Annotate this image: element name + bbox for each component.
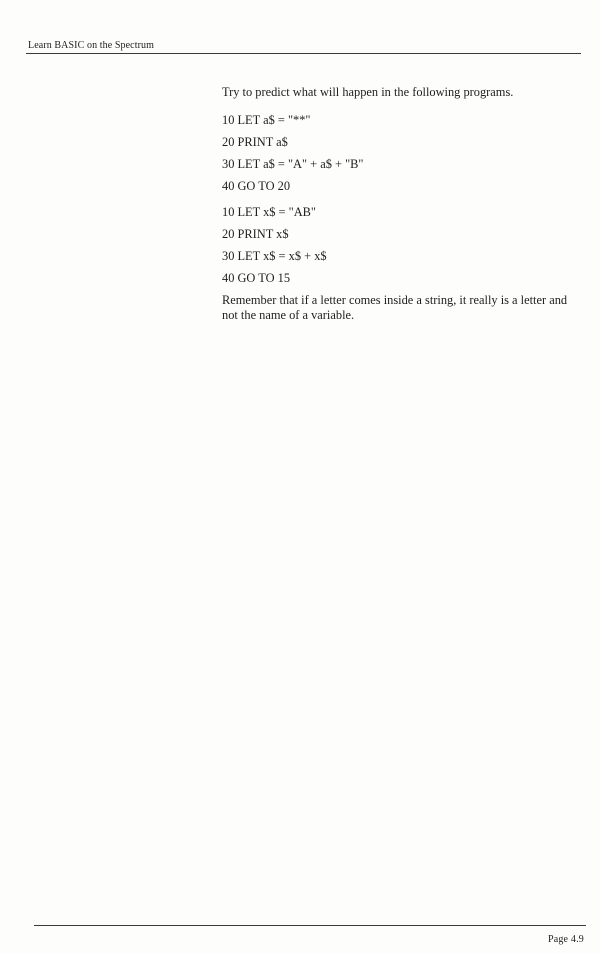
header-divider [26, 53, 581, 54]
program-listing-1 [222, 109, 584, 197]
code-line: 30 LET x$ = x$ + x$ [222, 249, 327, 263]
intro-paragraph: Try to predict what will happen in the following programs. [222, 85, 514, 99]
closing-paragraph: Remember that if a letter comes inside a string, it really is a letter and not the name of a variable. [222, 293, 568, 322]
footer-divider [34, 925, 586, 926]
code-line: 40 GO TO 20 [222, 179, 291, 193]
code-line: 20 PRINT x$ [222, 227, 289, 241]
code-line: 10 LET x$ = "AB" [222, 205, 316, 219]
page-content [222, 84, 584, 323]
code-line: 40 GO TO 15 [222, 271, 291, 285]
program-listing-2 [222, 201, 584, 289]
page-header-title: Learn BASIC on the Spectrum [28, 40, 155, 51]
page-number: Page 4.9 [547, 934, 584, 945]
code-line: 10 LET a$ = "**" [222, 113, 311, 127]
code-line: 30 LET a$ = "A" + a$ + "B" [222, 157, 364, 171]
code-line: 20 PRINT a$ [222, 135, 288, 149]
